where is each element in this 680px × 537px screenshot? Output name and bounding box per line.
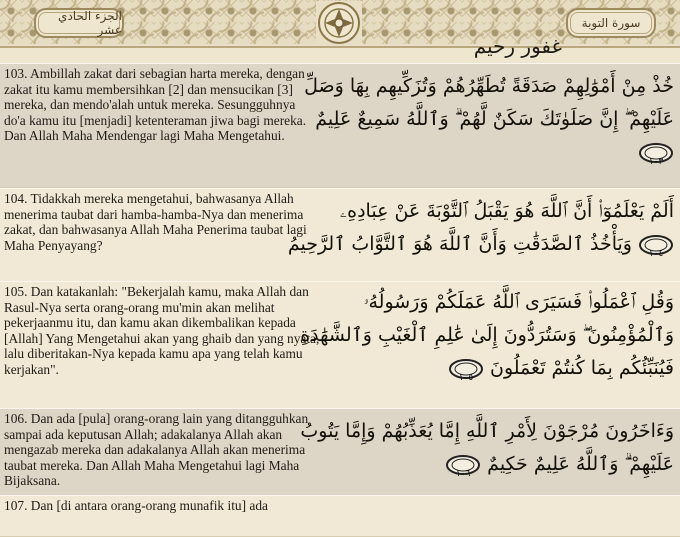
verse-translation: 105. Dan katakanlah: "Bekerjalah kamu, maka Allah dan Rasul-Nya serta orang-orang mu'min akan melihat pekerjaanmu itu, dan kamu akan dikembalikan kepada [Allah] Yang Mengetahui akan yang ghaib dan yang nyata, lalu diberitakan-Nya kepada kamu apa yang telah kamu kerjakan".: [4, 284, 320, 377]
arabic-line: عَلَيْهِمْ ۖ إِنَّ صَلَوٰتَكَ سَكَنٌ لَّهُمْ ۗ وَٱللَّهُ سَمِيعٌ عَلِيمٌ: [315, 108, 674, 130]
arabic-line: وَيَأْخُذُ ٱلصَّدَقَٰتِ وَأَنَّ ٱللَّهَ هُوَ ٱلتَّوَّابُ ٱلرَّحِيمُ: [287, 233, 632, 255]
ayah-number-marker: ١٠٤: [638, 234, 674, 256]
rosette-icon: [315, 1, 363, 45]
arabic-line: خُذْ مِنْ أَمْوَٰلِهِمْ صَدَقَةً تُطَهِّرُهُمْ وَتُزَكِّيهِم بِهَا وَصَلِّ: [304, 75, 674, 97]
verse-row-104[interactable]: [0, 188, 680, 282]
ornamental-header: [0, 0, 680, 48]
verse-translation: 107. Dan [di antara orang-orang munafik itu] ada: [4, 498, 268, 513]
previous-verse-tail: غفور رحيم: [473, 34, 562, 58]
verse-row-105[interactable]: [0, 281, 680, 409]
arabic-line: أَلَمْ يَعْلَمُوٓا۟ أَنَّ ٱللَّهَ هُوَ يَقْبَلُ ٱلتَّوْبَةَ عَنْ عِبَادِهِۦ: [339, 200, 674, 222]
juz-cartouche[interactable]: الجزء الحادي عشر: [34, 8, 124, 38]
ayah-number-marker: ١٠٣: [638, 142, 674, 164]
verse-list[interactable]: [0, 34, 680, 513]
verse-translation: 106. Dan ada [pula] orang-orang lain yang ditangguhkan sampai ada keputusan Allah; adakalanya Allah akan mengazab mereka dan adakalanya Allah akan menerima taubat mereka. Dan Allah Maha Mengetahui lagi Maha Bijaksana.: [4, 411, 309, 489]
verse-arabic: [300, 286, 674, 385]
ayah-number-marker: ١٠٥: [448, 358, 484, 380]
verse-arabic: [304, 70, 674, 169]
arabic-line: وَءَاخَرُونَ مُرْجَوْنَ لِأَمْرِ ٱللَّهِ إِمَّا يُعَذِّبُهُمْ وَإِمَّا يَتُوبُ: [300, 420, 674, 442]
surah-cartouche[interactable]: سورة التوبة: [566, 8, 656, 38]
verse-arabic: [287, 195, 674, 261]
verse-row-103[interactable]: [0, 63, 680, 188]
verse-translation: 104. Tidakkah mereka mengetahui, bahwasanya Allah menerima taubat dari hamba-hamba-Nya dan menerima zakat, dan bahwasanya Allah Maha Penerima taubat lagi Maha Penyayang?: [4, 191, 307, 253]
verse-arabic: [300, 415, 674, 481]
verse-row-107[interactable]: [0, 495, 680, 537]
arabic-line: وَقُلِ ٱعْمَلُوا۟ فَسَيَرَى ٱللَّهُ عَمَلَكُمْ وَرَسُولُهُۥ: [363, 291, 674, 313]
ayah-number-marker: ١٠٦: [445, 454, 481, 476]
arabic-line: وَٱلْمُؤْمِنُونَ ۖ وَسَتُرَدُّونَ إِلَىٰ عَٰلِمِ ٱلْغَيْبِ وَٱلشَّهَٰدَةِ: [300, 324, 674, 346]
verse-row-106[interactable]: [0, 408, 680, 496]
arabic-line: عَلَيْهِمْ ۗ وَٱللَّهُ عَلِيمٌ حَكِيمٌ: [487, 453, 674, 475]
arabic-line: فَيُنَبِّئُكُم بِمَا كُنتُمْ تَعْمَلُونَ: [490, 357, 674, 379]
verse-translation: 103. Ambillah zakat dari sebagian harta mereka, dengan zakat itu kamu membersihkan [2] dan mensucikan [3] mereka, dan mendo'alah untuk mereka. Sesungguhnya do'a kamu itu [menjadi] ketenteraman jiwa bagi mereka. Dan Allah Maha Mendengar lagi Maha Mengetahui.: [4, 66, 307, 144]
